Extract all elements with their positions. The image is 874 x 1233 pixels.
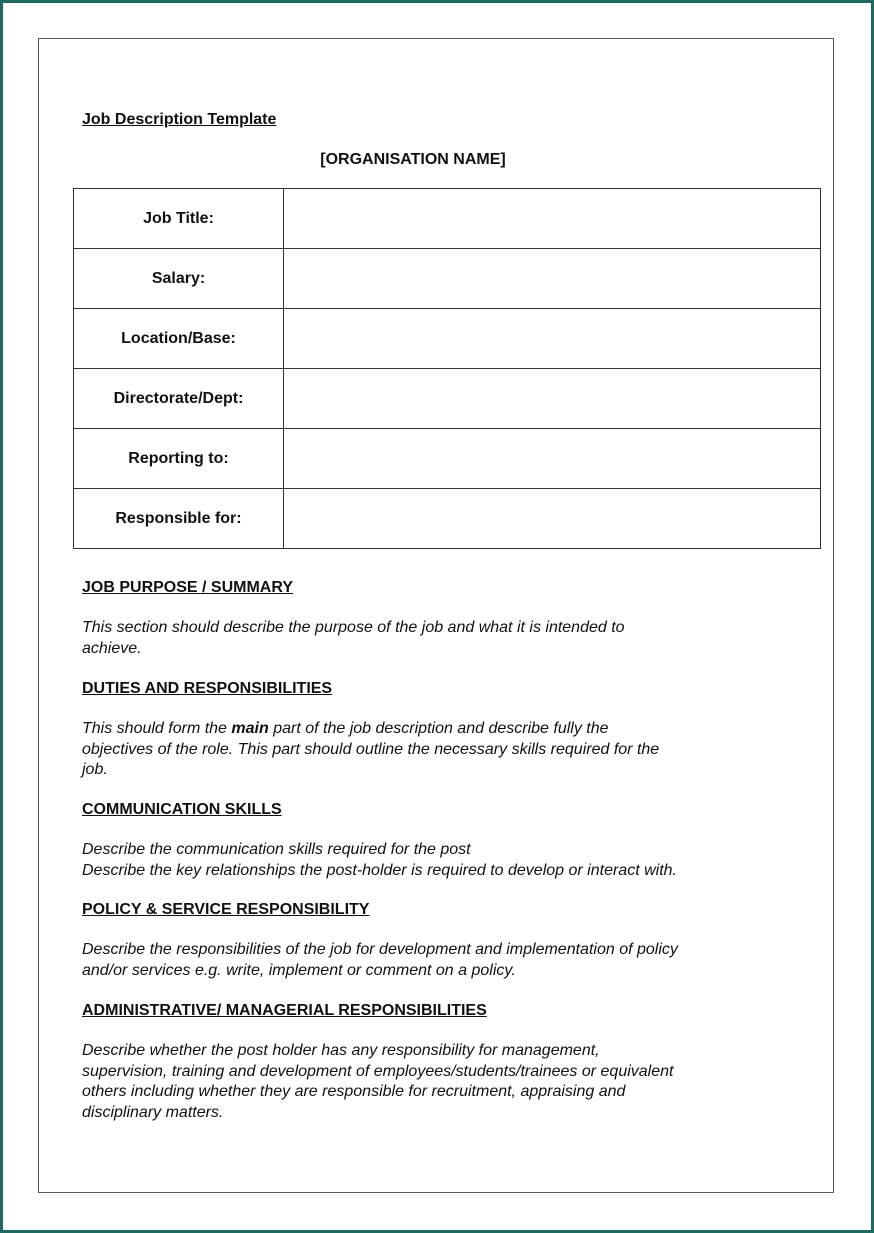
body-line: [82, 719, 762, 740]
section-body: [82, 840, 762, 881]
directorate-value: [284, 369, 821, 429]
reporting-to-value: [284, 429, 821, 489]
location-value: [284, 309, 821, 369]
admin-section: [82, 1001, 762, 1123]
salary-value: [284, 249, 821, 309]
reporting-to-label: Reporting to:: [74, 429, 284, 489]
directorate-label: Directorate/Dept:: [74, 369, 284, 429]
table-row: [74, 309, 821, 369]
body-line: Describe the communication skills required for the post: [82, 841, 471, 858]
location-label: Location/Base:: [74, 309, 284, 369]
section-body: [82, 719, 762, 781]
body-line: others including whether they are responsible for recruitment, appraising and: [82, 1083, 626, 1100]
job-info-table: [73, 188, 821, 549]
document-page: [3, 3, 871, 1230]
section-body: [82, 940, 762, 981]
responsible-for-value: [284, 489, 821, 549]
table-row: [74, 429, 821, 489]
body-text: This should form the: [82, 720, 232, 737]
document-title: Job Description Template: [82, 111, 277, 128]
section-heading: POLICY & SERVICE RESPONSIBILITY: [82, 901, 370, 918]
section-heading: ADMINISTRATIVE/ MANAGERIAL RESPONSIBILITIES: [82, 1002, 487, 1019]
duties-section: [82, 679, 762, 781]
body-line: This section should describe the purpose of the job and what it is intended to: [82, 619, 625, 636]
section-heading: COMMUNICATION SKILLS: [82, 801, 282, 818]
body-line: and/or services e.g. write, implement or comment on a policy.: [82, 961, 516, 979]
body-line: supervision, training and development of employees/students/trainees or equivalent: [82, 1062, 674, 1080]
body-line: Describe whether the post holder has any responsibility for management,: [82, 1042, 600, 1059]
section-heading: JOB PURPOSE / SUMMARY: [82, 579, 293, 596]
table-row: [74, 369, 821, 429]
body-line: job.: [82, 761, 108, 778]
section-heading: DUTIES AND RESPONSIBILITIES: [82, 680, 333, 697]
body-line: Describe the key relationships the post-holder is required to develop or interact with.: [82, 861, 677, 879]
body-line: achieve.: [82, 639, 142, 657]
table-row: [74, 489, 821, 549]
table-row: [74, 189, 821, 249]
policy-section: [82, 900, 762, 981]
responsible-for-label: Responsible for:: [74, 489, 284, 549]
emphasis-text: main: [231, 720, 269, 737]
body-text: part of the job description and describe fully the: [268, 720, 609, 737]
organisation-name: [ORGANISATION NAME]: [320, 151, 506, 168]
body-line: objectives of the role. This part should outline the necessary skills required for the: [82, 740, 660, 758]
body-line: disciplinary matters.: [82, 1103, 224, 1121]
job-title-value: [284, 189, 821, 249]
table-row: [74, 249, 821, 309]
job-purpose-section: [82, 578, 762, 659]
job-title-label: Job Title:: [74, 189, 284, 249]
salary-label: Salary:: [74, 249, 284, 309]
section-body: [82, 1041, 762, 1123]
section-body: [82, 618, 762, 659]
body-line: Describe the responsibilities of the job for development and implementation of policy: [82, 941, 678, 958]
communication-section: [82, 800, 762, 881]
